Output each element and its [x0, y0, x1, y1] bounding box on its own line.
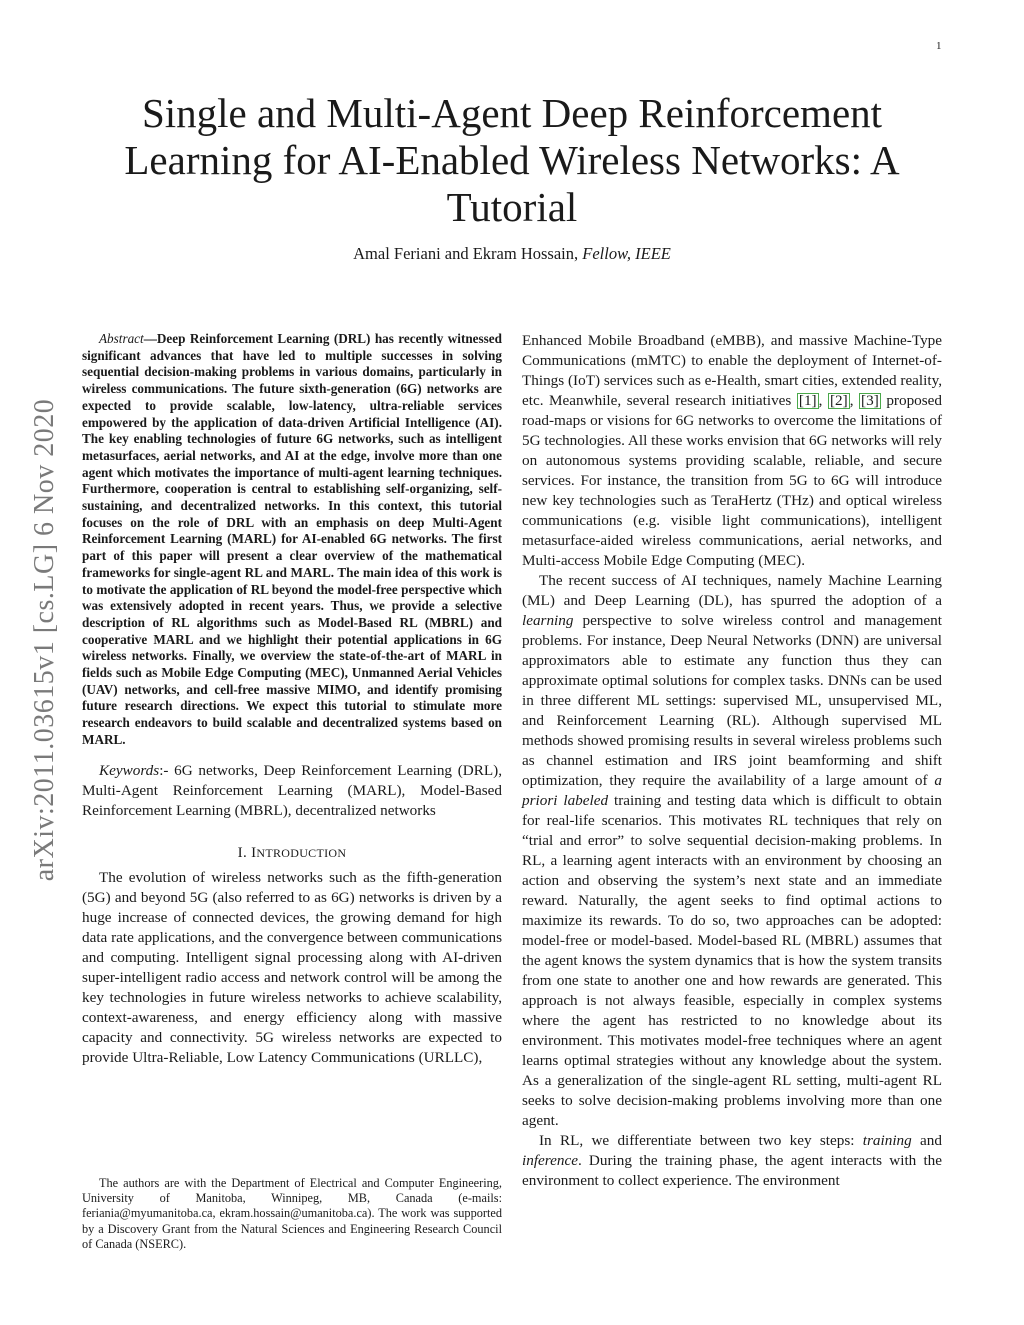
- section-heading-introduction: [82, 845, 502, 862]
- left-column: [82, 331, 502, 1068]
- emphasis-text: inference: [522, 1152, 578, 1169]
- page-number: 1: [936, 40, 942, 52]
- arxiv-identifier[interactable]: arXiv:2011.03615v1 [cs.LG] 6 Nov 2020: [29, 398, 60, 882]
- author-role: Fellow, IEEE: [582, 244, 671, 263]
- emphasis-text: a priori labeled: [522, 772, 942, 809]
- abstract-label: Abstract: [99, 331, 144, 346]
- emphasis-text: learning: [522, 612, 574, 629]
- paragraph-text: The recent success of AI techniques, namely Machine Learning (ML) and Deep Learning (DL), has spurred the adoption of a: [522, 572, 942, 609]
- section-number: I.: [237, 844, 248, 861]
- keywords-text: :- 6G networks, Deep Reinforcement Learning (DRL), Multi-Agent Reinforcement Learning (MARL), Model-Based Reinforcement Learning (MBRL), decentralized networks: [82, 761, 502, 819]
- keywords-label: Keywords: [99, 761, 160, 779]
- intro-paragraph-2: [522, 571, 942, 1131]
- paragraph-text: . During the training phase, the agent interacts with the environment to collect experience. The environment: [522, 1152, 942, 1189]
- paragraph-text: and: [911, 1132, 942, 1149]
- paragraph-text: Enhanced Mobile Broadband (eMBB), and massive Machine-Type Communications (mMTC) to enable the deployment of Internet-of-Things (IoT) services such as e-Health, smart cities, extended reality, etc. Meanwhile, several research initiatives: [522, 332, 942, 409]
- author-line: [100, 244, 924, 264]
- abstract: [82, 331, 502, 749]
- paragraph-text: training and testing data which is difficult to obtain for real-life scenarios. This motivates RL techniques that rely on “trial and error” to solve sequential decision-making problems. In RL, a learning agent interacts with an environment by choosing an action and observing the system’s next state and an immediate reward. Naturally, the agent seeks to find optimal actions to maximize its rewards. To do so, two approaches can be adopted: model-free or model-based. Model-based RL (MBRL) assumes that the agent knows the system dynamics that is how the system transits from one state to another one and how rewards are generated. This approach is not always feasible, especially in complex systems where the agent has restricted to no knowledge about its environment. This motivates model-free techniques where an agent learns optimal strategies without any knowledge about the system. As a generalization of the single-agent RL setting, multi-agent RL seeks to solve decision-making problems involving more than one agent.: [522, 792, 942, 1129]
- paragraph-text: perspective to solve wireless control and management problems. For instance, Deep Neural Networks (DNN) are universal approximators able to estimate any function thus they can approximate optimal solutions for complex tasks. DNNs can be used in three different ML settings: supervised ML, unsupervised ML, and Reinforcement Learning (RL). Although supervised ML methods showed promising results in several wireless problems such as channel estimation and IRS joint beamforming and shift optimization, they require the availability of a large amount of: [522, 612, 942, 789]
- abstract-text: —Deep Reinforcement Learning (DRL) has recently witnessed significant advances that have led to multiple successes in solving sequential decision-making problems in various domains, particularly in wireless communications. The future sixth-generation (6G) networks are expected to provide scalable, low-latency, ultra-reliable services empowered by the application of data-driven Artificial Intelligence (AI). The key enabling technologies of future 6G networks, such as intelligent metasurfaces, aerial networks, and AI at the edge, involve more than one agent which motivates the importance of multi-agent learning techniques. Furthermore, cooperation is central to establishing self-organizing, self-sustaining, and decentralized networks. In this context, this tutorial focuses on the role of DRL with an emphasis on deep Multi-Agent Reinforcement Learning (MARL) for AI-enabled 6G networks. The first part of this paper will present a clear overview of the mathematical frameworks for single-agent RL and MARL. The main idea of this work is to motivate the application of RL beyond the model-free perspective which was extensively adopted in recent years. Thus, we provide a selective description of RL algorithms such as Model-Based RL (MBRL) and cooperative MARL and we highlight their potential applications in 6G wireless networks. Finally, we overview the state-of-the-art of MARL in fields such as Mobile Edge Computing (MEC), Unmanned Aerial Vehicles (UAV) networks, and cell-free massive MIMO, and identify promising future research directions. We expect this tutorial to stimulate more research endeavors to build scalable and decentralized systems based on MARL.: [82, 331, 502, 747]
- section-title-rest: NTRODUCTION: [256, 845, 347, 860]
- paragraph-text: In RL, we differentiate between two key steps:: [539, 1132, 863, 1149]
- emphasis-text: training: [862, 1132, 912, 1149]
- footnote-affiliation: The authors are with the Department of Electrical and Computer Engineering, University of Manitoba, Winnipeg, MB, Canada (e-mails: feriania@myumanitoba.ca, ekram.hossain@umanitoba.ca). The work was supported by a Discovery Grant from the Natural Sciences and Engineering Research Council of Canada (NSERC).: [82, 1176, 502, 1251]
- citation-link[interactable]: [1]: [798, 392, 817, 409]
- right-column: [522, 331, 942, 1191]
- intro-paragraph-continued: Enhanced Mobile Broadband (eMBB), and massive Machine-Type Communications (mMTC) to enable the deployment of Internet-of-Things (IoT) services such as e-Health, smart cities, extended reality, etc. Meanwhile, several research initiatives [1] , [2] , [3] proposed road-maps or visions for 6G networks to overcome the limitations of 5G technologies. All these works envision that 6G networks will rely on autonomous systems providing scalable, reliable, and secure services. For instance, the transition from 5G to 6G will introduce new key technologies such as TeraHertz (THz) and optical wireless communications (e.g. visible light communications), intelligent metasurface-aided wireless communications, aerial networks, and Multi-access Mobile Edge Computing (MEC).: [522, 332, 942, 569]
- citation-link[interactable]: [3]: [861, 392, 879, 409]
- intro-paragraph-3: [522, 1131, 942, 1191]
- paragraph-text: proposed road-maps or visions for 6G networks to overcome the limitations of 5G technologies. All these works envision that 6G networks will rely on autonomous systems providing scalable, reliable, and secure services. For instance, the transition from 5G to 6G will introduce new key technologies such as TeraHertz (THz) and optical wireless communications (e.g. visible light communications), intelligent metasurface-aided wireless communications, aerial networks, and Multi-access Mobile Edge Computing (MEC).: [522, 392, 942, 569]
- arxiv-stamp: [25, 350, 65, 930]
- author-names: Amal Feriani and Ekram Hossain,: [353, 244, 579, 263]
- keywords: [82, 761, 502, 821]
- paper-title: Single and Multi-Agent Deep Reinforcement Learning for AI-Enabled Wireless Networks: A Tutorial: [124, 90, 900, 230]
- citation-link[interactable]: [2]: [829, 392, 848, 409]
- section-initial: I: [251, 844, 257, 861]
- intro-paragraph-1: The evolution of wireless networks such as the fifth-generation (5G) and beyond 5G (also referred to as 6G) networks is driven by a huge increase of connected devices, the growing demand for high data rate applications, and the convergence between communications and computing. Intelligent signal processing along with AI-driven super-intelligent radio access and network control will be among the key technologies in future wireless networks to achieve scalability, context-awareness, and energy efficiency along with massive capacity and connectivity. 5G wireless networks are expected to provide Ultra-Reliable, Low Latency Communications (URLLC),: [82, 868, 502, 1066]
